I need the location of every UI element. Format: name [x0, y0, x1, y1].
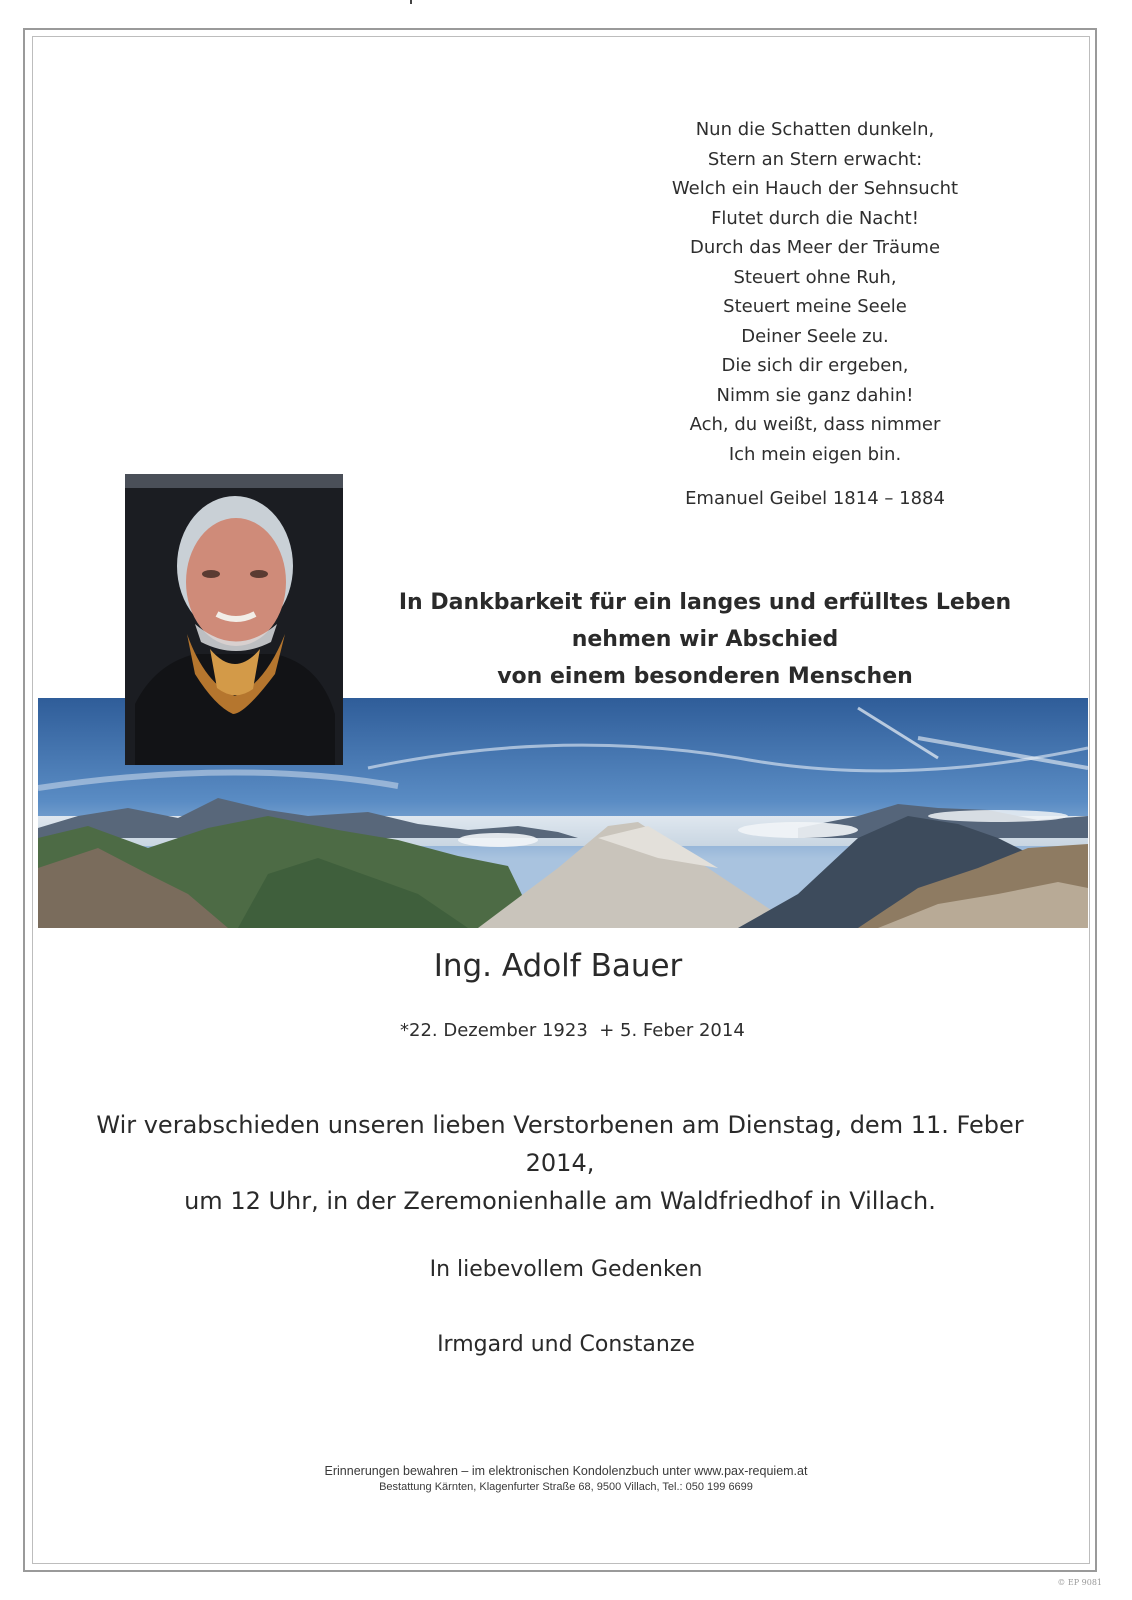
poem-line: Nun die Schatten dunkeln,: [695, 119, 935, 140]
service-line: um 12 Uhr, in der Zeremonienhalle am Waldfriedhof in Villach.: [184, 1187, 936, 1215]
footer-line: Erinnerungen bewahren – im elektronischen Kondolenzbuch unter www.pax-requiem.at: [324, 1464, 808, 1478]
scan-mark: [410, 0, 412, 4]
service-announcement: [60, 1106, 1060, 1220]
poem-line: Steuert meine Seele: [723, 296, 907, 317]
footer: [0, 1463, 1132, 1495]
poem-line: Durch das Meer der Träume: [689, 237, 941, 258]
closing-text: In liebevollem Gedenken: [429, 1257, 703, 1282]
poem-line: Stern an Stern erwacht:: [707, 148, 923, 170]
portrait-photo: [125, 474, 343, 765]
poem-line: Die sich dir ergeben,: [721, 355, 909, 376]
copyright-stamp: © EP 9081: [1057, 1578, 1102, 1587]
poem-line: Steuert ohne Ruh,: [733, 266, 897, 288]
poem-line: Welch ein Hauch der Sehnsucht: [671, 178, 959, 199]
poem-line: Flutet durch die Nacht!: [711, 207, 919, 229]
service-line: Wir verabschieden unseren lieben Verstorbenen am Dienstag, dem 11. Feber 2014,: [96, 1111, 1024, 1177]
poem: [655, 115, 975, 469]
poem-line: Nimm sie ganz dahin!: [716, 384, 914, 406]
poem-line: Deiner Seele zu.: [741, 325, 889, 347]
deceased-name: [0, 948, 1132, 984]
footer-line: Bestattung Kärnten, Klagenfurter Straße 68, 9500 Villach, Tel.: 050 199 6699: [379, 1481, 753, 1493]
life-dates: *22. Dezember 1923 + 5. Feber 2014: [400, 1020, 745, 1041]
dedication-line: In Dankbarkeit für ein langes und erfülltes Leben: [398, 590, 1012, 615]
dedication-line: von einem besonderen Menschen: [497, 664, 913, 689]
dedication: [395, 584, 1015, 695]
poem-line: Ich mein eigen bin.: [728, 443, 902, 465]
poem-line: Ach, du weißt, dass nimmer: [689, 414, 941, 435]
deceased-name-text: Ing. Adolf Bauer: [433, 948, 683, 984]
poem-author: Emanuel Geibel 1814 – 1884: [685, 488, 945, 509]
signers: Irmgard und Constanze: [437, 1332, 695, 1357]
dedication-line: nehmen wir Abschied: [571, 627, 839, 652]
